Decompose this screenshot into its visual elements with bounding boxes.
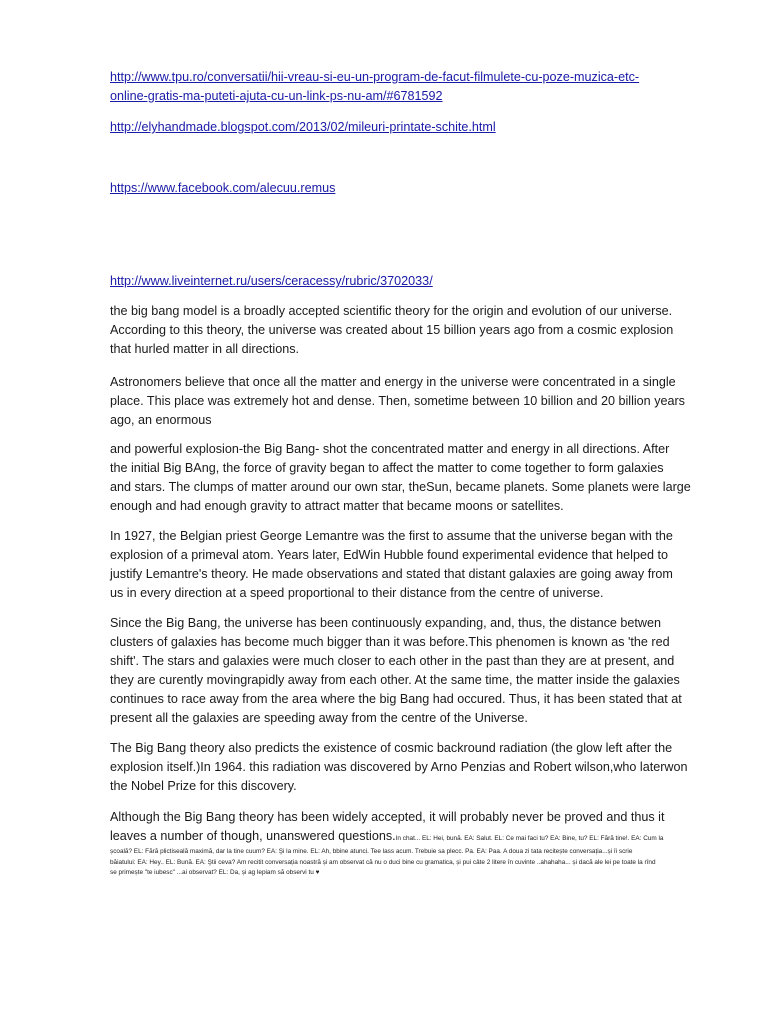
paragraph-line: us in every direction at a speed proportional to their distance from the centre of universe. [110, 586, 604, 600]
paragraph-line: In 1927, the Belgian priest George Lemantre was the first to assume that the universe began with the [110, 529, 673, 543]
paragraph-line: explosion of a primeval atom. Years later, EdWin Hubble found experimental evidence that helped to [110, 548, 668, 562]
paragraph-2 [110, 373, 710, 430]
paragraph-line: enough and had enough gravity to attract matter that became moons or satellites. [110, 499, 564, 513]
paragraph-1 [110, 302, 710, 359]
paragraph-6 [110, 739, 710, 796]
link-facebook[interactable]: https://www.facebook.com/alecuu.remus [110, 181, 336, 195]
chat-note-line: băiatului: EA: Hey.. EL: Bună. EA: Ştii ceva? Am recitit conversația noastră și am observat că nu o duci bine cu gramatica, și pui câte 2 litere în cuvinte ..ahahaha... și dacă ale lei pe toate la rînd [110, 858, 656, 866]
paragraph-line: According to this theory, the universe was created about 15 billion years ago from a cosmic explosion [110, 323, 674, 337]
paragraph-line: the initial Big BAng, the force of gravity began to affect the matter to come together to form galaxies [110, 461, 664, 475]
paragraph-line: The Big Bang theory also predicts the existence of cosmic backround radiation (the glow left after the [110, 741, 673, 755]
chat-note-block [110, 847, 730, 879]
paragraph-line: Astronomers believe that once all the matter and energy in the universe were concentrated in a single [110, 375, 676, 389]
chat-note-line: se primește "te iubesc" ...ai observat? EL: Da, și ag lepiam să observi tu ♥ [110, 869, 320, 876]
paragraph-line: and stars. The clumps of matter around our own star, theSun, became planets. Some planets were large [110, 480, 691, 494]
link-elyhandmade[interactable]: http://elyhandmade.blogspot.com/2013/02/mileuri-printate-schite.html [110, 120, 496, 134]
paragraph-line: the Nobel Prize for this discovery. [110, 779, 297, 793]
link-liveinternet[interactable]: http://www.liveinternet.ru/users/ceracessy/rubric/3702033/ [110, 274, 433, 288]
paragraph-line: the big bang model is a broadly accepted scientific theory for the origin and evolution of our universe. [110, 304, 673, 318]
paragraph-line: that hurled matter in all directions. [110, 342, 299, 356]
paragraph-final [110, 808, 710, 848]
paragraph-line: and powerful explosion-the Big Bang- shot the concentrated matter and energy in all directions. After [110, 442, 670, 456]
paragraph-line: shift'. The stars and galaxies were much closer to each other in the past than they are at present, and [110, 654, 675, 668]
link-tpu-line-2[interactable]: online-gratis-ma-puteti-ajuta-cu-un-link-ps-nu-am/#6781592 [110, 89, 443, 103]
paragraph-3 [110, 440, 710, 516]
paragraph-line: place. This place was extremely hot and dense. Then, sometime between 10 billion and 20 billion years [110, 394, 685, 408]
paragraph-line: Although the Big Bang theory has been widely accepted, it will probably never be proved and thus it [110, 810, 665, 824]
paragraph-line: explosion itself.)In 1964. this radiation was discovered by Arno Penzias and Robert wilson,who laterwon [110, 760, 688, 774]
paragraph-line-text: leaves a number of though, unanswered questions. [110, 829, 396, 843]
paragraph-line: present all the galaxies are speeding away from the centre of the Universe. [110, 711, 528, 725]
chat-note-line: școală? EL: Fără plictiseală maximă, dar la tine cuum? EA: Şi la mine. EL: Ah, bbine atunci. Tee lass acum. Trebuie sa plecc. Pa. EA: Paa. A doua zi tata recitește conversația...și îi scrie [110, 848, 633, 855]
paragraph-line: continues to race away from the area where the big Bang had occured. Thus, it has been stated that at [110, 692, 682, 706]
link-tpu-line-1[interactable]: http://www.tpu.ro/conversatii/hii-vreau-si-eu-un-program-de-facut-filmulete-cu-poze-muzica-etc- [110, 70, 640, 84]
inline-chat-note: In chat... EL: Hei, bună. EA: Salut. EL: Ce mai faci tu? EA: Bine, tu? EL: Fără tine!. EA: Cum la [395, 835, 664, 842]
paragraph-5 [110, 614, 710, 728]
paragraph-4 [110, 527, 710, 603]
paragraph-line-with-inline-note [110, 827, 710, 848]
paragraph-line: they are curently movingrapidly away from each other. At the same time, the matter inside the galaxies [110, 673, 680, 687]
paragraph-line: Since the Big Bang, the universe has been continuously expanding, and, thus, the distance betwen [110, 616, 662, 630]
paragraph-line: justify Lemantre's theory. He made observations and stated that distant galaxies are going away from [110, 567, 673, 581]
paragraph-line: ago, an enormous [110, 413, 212, 427]
paragraph-line: clusters of galaxies has become much bigger than it was before.This phenomen is known as 'the red [110, 635, 670, 649]
